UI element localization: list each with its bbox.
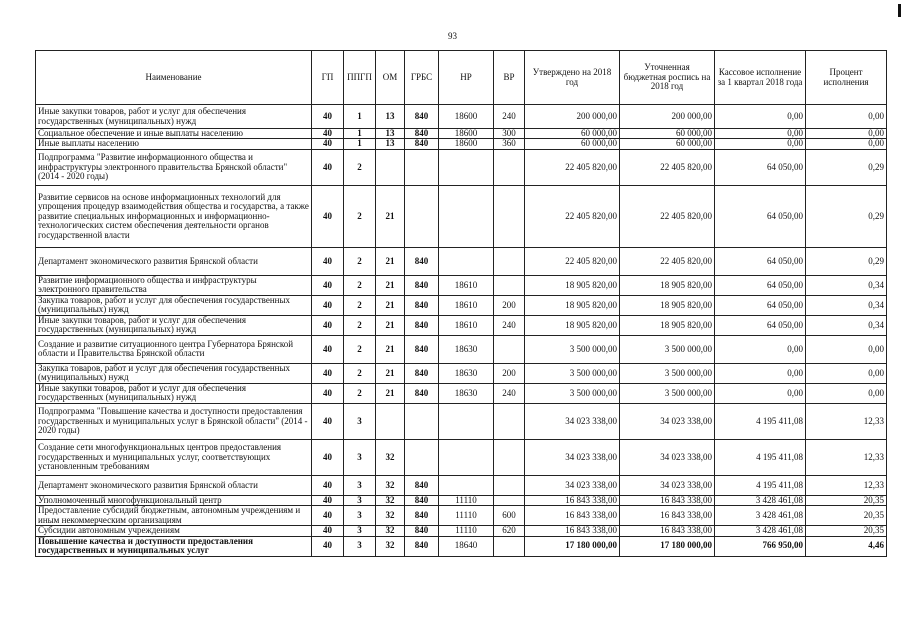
row-grbs: 840 (405, 335, 439, 363)
table-row (36, 335, 887, 363)
row-grbs: 840 (405, 105, 439, 129)
table-row (36, 295, 887, 315)
row-gp: 40 (312, 526, 344, 536)
row-nr: 18600 (439, 139, 494, 149)
row-approved: 3 500 000,00 (525, 363, 620, 383)
col-header-vr: ВР (494, 51, 525, 105)
row-om: 21 (376, 275, 405, 295)
row-approved: 3 500 000,00 (525, 383, 620, 403)
row-cash: 0,00 (715, 105, 806, 129)
row-ppgp: 3 (344, 403, 376, 439)
row-nr (439, 403, 494, 439)
row-vr (494, 335, 525, 363)
row-approved: 18 905 820,00 (525, 315, 620, 335)
row-approved: 34 023 338,00 (525, 403, 620, 439)
row-ppgp: 3 (344, 526, 376, 536)
row-cash: 0,00 (715, 129, 806, 139)
row-ppgp: 3 (344, 495, 376, 505)
row-om: 21 (376, 363, 405, 383)
table-row (36, 403, 887, 439)
col-header-percent: Процент исполнения (806, 51, 887, 105)
row-nr (439, 149, 494, 185)
row-nr: 18630 (439, 363, 494, 383)
row-percent: 0,34 (806, 295, 887, 315)
row-grbs: 840 (405, 315, 439, 335)
row-ppgp: 2 (344, 185, 376, 247)
row-refined: 17 180 000,00 (620, 536, 715, 556)
row-percent: 0,34 (806, 315, 887, 335)
row-name: Создание и развитие ситуационного центра Губернатора Брянской области и Правительства Брянской области (36, 335, 312, 363)
row-name: Развитие информационного общества и инфраструктуры электронного правительства (36, 275, 312, 295)
row-approved: 16 843 338,00 (525, 495, 620, 505)
row-vr (494, 475, 525, 495)
row-nr: 18600 (439, 105, 494, 129)
row-refined: 34 023 338,00 (620, 439, 715, 475)
row-vr: 240 (494, 105, 525, 129)
row-percent: 12,33 (806, 475, 887, 495)
row-refined: 18 905 820,00 (620, 295, 715, 315)
row-nr (439, 439, 494, 475)
row-ppgp: 2 (344, 247, 376, 275)
row-vr (494, 536, 525, 556)
row-grbs: 840 (405, 129, 439, 139)
row-name: Предоставление субсидий бюджетным, автономным учреждениям и иным некоммерческим организациям (36, 506, 312, 526)
row-cash: 3 428 461,08 (715, 495, 806, 505)
row-gp: 40 (312, 275, 344, 295)
row-refined: 200 000,00 (620, 105, 715, 129)
row-refined: 18 905 820,00 (620, 275, 715, 295)
budget-table (35, 50, 887, 557)
row-gp: 40 (312, 105, 344, 129)
row-refined: 18 905 820,00 (620, 315, 715, 335)
row-grbs: 840 (405, 247, 439, 275)
row-approved: 34 023 338,00 (525, 439, 620, 475)
row-gp: 40 (312, 363, 344, 383)
col-header-nr: НР (439, 51, 494, 105)
row-vr (494, 185, 525, 247)
row-percent: 0,34 (806, 275, 887, 295)
row-cash: 4 195 411,08 (715, 439, 806, 475)
row-percent: 4,46 (806, 536, 887, 556)
row-ppgp: 2 (344, 383, 376, 403)
row-ppgp: 2 (344, 363, 376, 383)
row-nr: 18630 (439, 335, 494, 363)
row-vr (494, 403, 525, 439)
table-header (36, 51, 887, 105)
row-name: Иные закупки товаров, работ и услуг для обеспечения государственных (муниципальных) нужд (36, 105, 312, 129)
row-approved: 17 180 000,00 (525, 536, 620, 556)
table-row (36, 185, 887, 247)
row-ppgp: 2 (344, 275, 376, 295)
row-ppgp: 1 (344, 139, 376, 149)
row-name: Департамент экономического развития Брянской области (36, 475, 312, 495)
row-ppgp: 3 (344, 506, 376, 526)
row-refined: 60 000,00 (620, 129, 715, 139)
row-cash: 766 950,00 (715, 536, 806, 556)
row-name: Повышение качества и доступности предоставления государственных и муниципальных услуг (36, 536, 312, 556)
row-om (376, 403, 405, 439)
row-vr: 600 (494, 506, 525, 526)
row-gp: 40 (312, 383, 344, 403)
row-cash: 4 195 411,08 (715, 403, 806, 439)
row-percent: 0,29 (806, 247, 887, 275)
row-gp: 40 (312, 185, 344, 247)
row-vr (494, 149, 525, 185)
row-grbs: 840 (405, 506, 439, 526)
row-vr: 240 (494, 383, 525, 403)
row-om: 32 (376, 475, 405, 495)
row-refined: 16 843 338,00 (620, 506, 715, 526)
row-nr (439, 247, 494, 275)
row-nr (439, 185, 494, 247)
row-cash: 64 050,00 (715, 247, 806, 275)
row-refined: 3 500 000,00 (620, 363, 715, 383)
row-refined: 16 843 338,00 (620, 495, 715, 505)
row-nr: 11110 (439, 526, 494, 536)
row-vr: 360 (494, 139, 525, 149)
row-refined: 34 023 338,00 (620, 403, 715, 439)
row-approved: 22 405 820,00 (525, 185, 620, 247)
row-cash: 64 050,00 (715, 149, 806, 185)
table-row (36, 149, 887, 185)
row-refined: 16 843 338,00 (620, 526, 715, 536)
row-gp: 40 (312, 506, 344, 526)
row-vr: 300 (494, 129, 525, 139)
row-percent: 12,33 (806, 439, 887, 475)
row-refined: 3 500 000,00 (620, 335, 715, 363)
row-om: 32 (376, 526, 405, 536)
row-ppgp: 3 (344, 536, 376, 556)
row-cash: 64 050,00 (715, 315, 806, 335)
table-row (36, 506, 887, 526)
row-nr: 18610 (439, 315, 494, 335)
row-om: 21 (376, 315, 405, 335)
row-approved: 18 905 820,00 (525, 295, 620, 315)
row-gp: 40 (312, 139, 344, 149)
row-name: Иные закупки товаров, работ и услуг для обеспечения государственных (муниципальных) нужд (36, 315, 312, 335)
row-gp: 40 (312, 129, 344, 139)
row-gp: 40 (312, 295, 344, 315)
row-name: Департамент экономического развития Брянской области (36, 247, 312, 275)
row-om: 21 (376, 383, 405, 403)
row-om: 21 (376, 335, 405, 363)
row-percent: 0,00 (806, 105, 887, 129)
row-gp: 40 (312, 475, 344, 495)
row-grbs (405, 185, 439, 247)
row-grbs: 840 (405, 363, 439, 383)
table-row (36, 105, 887, 129)
row-nr: 18630 (439, 383, 494, 403)
row-refined: 60 000,00 (620, 139, 715, 149)
table-row (36, 526, 887, 536)
row-vr (494, 439, 525, 475)
row-om: 21 (376, 295, 405, 315)
row-approved: 60 000,00 (525, 129, 620, 139)
row-grbs: 840 (405, 139, 439, 149)
row-name: Субсидии автономным учреждениям (36, 526, 312, 536)
table-row (36, 139, 887, 149)
row-om: 21 (376, 185, 405, 247)
row-percent: 20,35 (806, 526, 887, 536)
row-approved: 22 405 820,00 (525, 149, 620, 185)
col-header-om: ОМ (376, 51, 405, 105)
row-percent: 0,00 (806, 129, 887, 139)
row-grbs: 840 (405, 526, 439, 536)
row-nr: 18610 (439, 275, 494, 295)
row-refined: 34 023 338,00 (620, 475, 715, 495)
row-cash: 0,00 (715, 363, 806, 383)
table-row (36, 129, 887, 139)
row-approved: 34 023 338,00 (525, 475, 620, 495)
row-approved: 22 405 820,00 (525, 247, 620, 275)
table-row (36, 363, 887, 383)
row-om (376, 149, 405, 185)
row-name: Уполномоченный многофункциональный центр (36, 495, 312, 505)
row-percent: 0,00 (806, 363, 887, 383)
row-name: Развитие сервисов на основе информационных технологий для упрощения процедур взаимодействия общества и государства, а также развитие специальных информационных и информационно-технологических систем обеспечения деятельности органов государственной власти (36, 185, 312, 247)
row-nr: 11110 (439, 495, 494, 505)
col-header-ppgp: ППГП (344, 51, 376, 105)
row-cash: 0,00 (715, 383, 806, 403)
table-row (36, 439, 887, 475)
row-gp: 40 (312, 495, 344, 505)
row-cash: 3 428 461,08 (715, 506, 806, 526)
row-vr: 240 (494, 315, 525, 335)
row-ppgp: 3 (344, 439, 376, 475)
table-row (36, 536, 887, 556)
row-grbs: 840 (405, 536, 439, 556)
row-grbs: 840 (405, 495, 439, 505)
row-percent: 12,33 (806, 403, 887, 439)
row-name: Иные выплаты населению (36, 139, 312, 149)
row-gp: 40 (312, 315, 344, 335)
row-om: 32 (376, 439, 405, 475)
row-percent: 0,00 (806, 335, 887, 363)
row-gp: 40 (312, 403, 344, 439)
row-approved: 200 000,00 (525, 105, 620, 129)
col-header-refined: Уточненная бюджетная роспись на 2018 год (620, 51, 715, 105)
row-ppgp: 2 (344, 149, 376, 185)
row-name: Подпрограмма "Развитие информационного общества и инфраструктуры электронного правительства Брянской области" (2014 - 2020 годы) (36, 149, 312, 185)
scan-edge-mark (898, 4, 901, 17)
row-grbs: 840 (405, 383, 439, 403)
col-header-name: Наименование (36, 51, 312, 105)
row-approved: 60 000,00 (525, 139, 620, 149)
row-name: Иные закупки товаров, работ и услуг для обеспечения государственных (муниципальных) нужд (36, 383, 312, 403)
row-vr (494, 275, 525, 295)
row-vr: 200 (494, 295, 525, 315)
row-gp: 40 (312, 247, 344, 275)
row-percent: 0,29 (806, 185, 887, 247)
row-vr (494, 247, 525, 275)
row-vr: 620 (494, 526, 525, 536)
row-percent: 0,00 (806, 139, 887, 149)
row-grbs (405, 149, 439, 185)
row-cash: 64 050,00 (715, 295, 806, 315)
row-refined: 22 405 820,00 (620, 247, 715, 275)
row-nr (439, 475, 494, 495)
row-om: 21 (376, 247, 405, 275)
row-name: Социальное обеспечение и иные выплаты населению (36, 129, 312, 139)
row-grbs (405, 403, 439, 439)
row-om: 13 (376, 129, 405, 139)
row-nr: 11110 (439, 506, 494, 526)
row-grbs: 840 (405, 475, 439, 495)
row-gp: 40 (312, 439, 344, 475)
row-om: 32 (376, 536, 405, 556)
row-gp: 40 (312, 536, 344, 556)
table-row (36, 475, 887, 495)
row-vr: 200 (494, 363, 525, 383)
row-nr: 18610 (439, 295, 494, 315)
row-approved: 16 843 338,00 (525, 526, 620, 536)
table-row (36, 383, 887, 403)
row-ppgp: 2 (344, 295, 376, 315)
col-header-approved: Утверждено на 2018 год (525, 51, 620, 105)
row-approved: 16 843 338,00 (525, 506, 620, 526)
row-percent: 0,29 (806, 149, 887, 185)
row-grbs (405, 439, 439, 475)
row-cash: 3 428 461,08 (715, 526, 806, 536)
row-om: 13 (376, 105, 405, 129)
row-percent: 0,00 (806, 383, 887, 403)
table-row (36, 495, 887, 505)
table-row (36, 247, 887, 275)
row-percent: 20,35 (806, 495, 887, 505)
row-name: Закупка товаров, работ и услуг для обеспечения государственных (муниципальных) нужд (36, 295, 312, 315)
row-vr (494, 495, 525, 505)
row-om: 13 (376, 139, 405, 149)
row-om: 32 (376, 495, 405, 505)
row-ppgp: 3 (344, 475, 376, 495)
row-approved: 18 905 820,00 (525, 275, 620, 295)
col-header-grbs: ГРБС (405, 51, 439, 105)
row-gp: 40 (312, 149, 344, 185)
row-percent: 20,35 (806, 506, 887, 526)
row-nr: 18640 (439, 536, 494, 556)
table-row (36, 275, 887, 295)
table-row (36, 315, 887, 335)
row-gp: 40 (312, 335, 344, 363)
row-name: Закупка товаров, работ и услуг для обеспечения государственных (муниципальных) нужд (36, 363, 312, 383)
col-header-gp: ГП (312, 51, 344, 105)
row-cash: 0,00 (715, 139, 806, 149)
row-cash: 4 195 411,08 (715, 475, 806, 495)
row-om: 32 (376, 506, 405, 526)
row-refined: 22 405 820,00 (620, 149, 715, 185)
row-name: Создание сети многофункциональных центров предоставления государственных и муниципальных услуг, соответствующих установленным требованиям (36, 439, 312, 475)
row-name: Подпрограмма "Повышение качества и доступности предоставления государственных и муниципальных услуг в Брянской области" (2014 - 2020 годы) (36, 403, 312, 439)
row-grbs: 840 (405, 295, 439, 315)
row-cash: 64 050,00 (715, 185, 806, 247)
row-nr: 18600 (439, 129, 494, 139)
row-approved: 3 500 000,00 (525, 335, 620, 363)
row-refined: 3 500 000,00 (620, 383, 715, 403)
page-number: 93 (448, 31, 457, 41)
row-ppgp: 2 (344, 335, 376, 363)
row-ppgp: 1 (344, 129, 376, 139)
row-ppgp: 1 (344, 105, 376, 129)
row-ppgp: 2 (344, 315, 376, 335)
col-header-cash: Кассовое исполнение за 1 квартал 2018 года (715, 51, 806, 105)
row-refined: 22 405 820,00 (620, 185, 715, 247)
row-cash: 64 050,00 (715, 275, 806, 295)
row-cash: 0,00 (715, 335, 806, 363)
row-grbs: 840 (405, 275, 439, 295)
